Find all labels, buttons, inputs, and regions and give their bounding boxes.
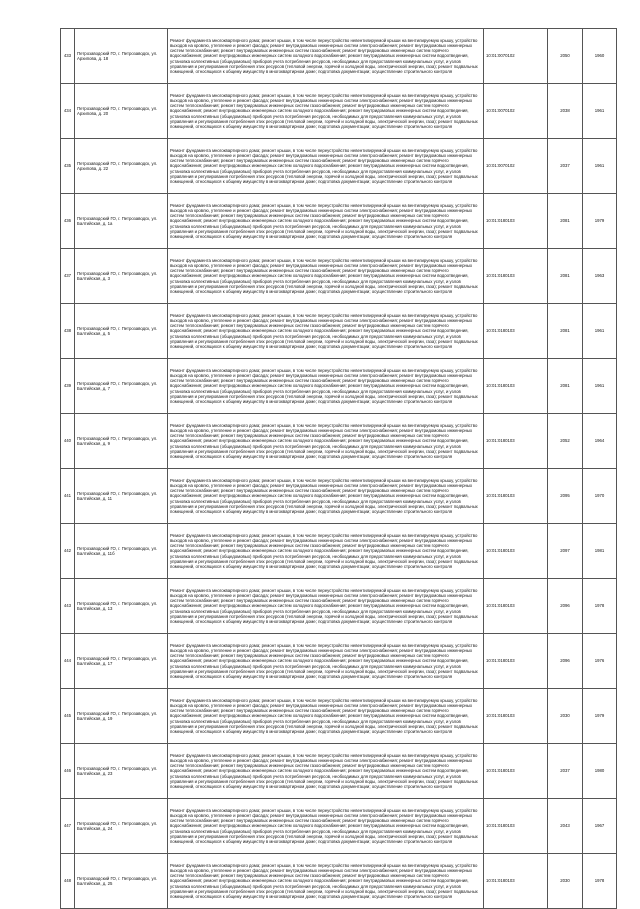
address-cell: Петрозаводский ГО, г. Петрозаводск, ул. Балтийская, д. 19 xyxy=(75,689,168,744)
year-cell: 1961 xyxy=(583,359,617,414)
cost-cell: 2097 xyxy=(548,524,583,579)
row-number-cell: 439 xyxy=(61,359,75,414)
address-cell: Петрозаводский ГО, г. Петрозаводск, ул. Балтийская, д. 13 xyxy=(75,579,168,634)
works-description-cell: Ремонт фундамента многоквартирного дома; ремонт крыши, в том числе переустройство невентилируемой крыши на вентилируемую крышу, устройство выходов на кровлю, утепление и ремонт фасада; ремонт внутридомовых инженерных систем электроснабжения; ремонт внутридомовых инженерных систем теплоснабжения; ремонт внутридомовых инженерных систем газоснабжения; ремонт внутридомовых инженерных систем горячего водоснабжения; ремонт внутридомовых инженерных систем холодного водоснабжения; ремонт внутридомовых инженерных систем водоотведения, установка коллективных (общедомовых) приборов учета потребления ресурсов, необходимых для предоставления коммунальных услуг, и узлов управления и регулирования потребления этих ресурсов (тепловой энергии, горячей и холодной воды, электрической энергии, газа); ремонт подвальных помещений, относящихся к общему имуществу в многоквартирном доме; подготовка документации; осуществление строительного контроля xyxy=(168,689,484,744)
cost-cell: 2052 xyxy=(548,414,583,469)
table-row xyxy=(61,634,617,689)
year-cell: 1963 xyxy=(583,249,617,304)
address-cell: Петрозаводский ГО, г. Петрозаводск, ул. Архипова, д. 18 xyxy=(75,29,168,84)
cost-cell: 2095 xyxy=(548,469,583,524)
cadastral-number-cell: 10:01:0180103 xyxy=(484,304,548,359)
table-row xyxy=(61,414,617,469)
address-cell: Петрозаводский ГО, г. Петрозаводск, ул. Балтийская, д. 11 xyxy=(75,469,168,524)
table-row xyxy=(61,744,617,799)
cadastral-number-cell: 10:01:0180103 xyxy=(484,854,548,909)
cost-cell: 2037 xyxy=(548,744,583,799)
cadastral-number-cell: 10:01:0180103 xyxy=(484,524,548,579)
table-row xyxy=(61,139,617,194)
cadastral-number-cell: 10:01:0180103 xyxy=(484,799,548,854)
address-cell: Петрозаводский ГО, г. Петрозаводск, ул. Балтийская, д. 3 xyxy=(75,249,168,304)
year-cell: 1976 xyxy=(583,634,617,689)
table-row xyxy=(61,524,617,579)
table-row xyxy=(61,194,617,249)
table-row xyxy=(61,304,617,359)
works-description-cell: Ремонт фундамента многоквартирного дома; ремонт крыши, в том числе переустройство невентилируемой крыши на вентилируемую крышу, устройство выходов на кровлю, утепление и ремонт фасада; ремонт внутридомовых инженерных систем электроснабжения; ремонт внутридомовых инженерных систем теплоснабжения; ремонт внутридомовых инженерных систем газоснабжения; ремонт внутридомовых инженерных систем горячего водоснабжения; ремонт внутридомовых инженерных систем холодного водоснабжения; ремонт внутридомовых инженерных систем водоотведения, установка коллективных (общедомовых) приборов учета потребления ресурсов, необходимых для предоставления коммунальных услуг, и узлов управления и регулирования потребления этих ресурсов (тепловой энергии, горячей и холодной воды, электрической энергии, газа); ремонт подвальных помещений, относящихся к общему имуществу в многоквартирном доме; подготовка документации; осуществление строительного контроля xyxy=(168,579,484,634)
cadastral-number-cell: 10:01:0070102 xyxy=(484,84,548,139)
works-description-cell: Ремонт фундамента многоквартирного дома; ремонт крыши, в том числе переустройство невентилируемой крыши на вентилируемую крышу, устройство выходов на кровлю, утепление и ремонт фасада; ремонт внутридомовых инженерных систем электроснабжения; ремонт внутридомовых инженерных систем теплоснабжения; ремонт внутридомовых инженерных систем газоснабжения; ремонт внутридомовых инженерных систем горячего водоснабжения; ремонт внутридомовых инженерных систем холодного водоснабжения; ремонт внутридомовых инженерных систем водоотведения, установка коллективных (общедомовых) приборов учета потребления ресурсов, необходимых для предоставления коммунальных услуг, и узлов управления и регулирования потребления этих ресурсов (тепловой энергии, горячей и холодной воды, электрической энергии, газа); ремонт подвальных помещений, относящихся к общему имуществу в многоквартирном доме; подготовка документации; осуществление строительного контроля xyxy=(168,634,484,689)
cadastral-number-cell: 10:01:0180103 xyxy=(484,689,548,744)
cost-cell: 2050 xyxy=(548,29,583,84)
year-cell: 1970 xyxy=(583,469,617,524)
table-row xyxy=(61,799,617,854)
year-cell: 1978 xyxy=(583,854,617,909)
year-cell: 1980 xyxy=(583,744,617,799)
cadastral-number-cell: 10:01:0180103 xyxy=(484,579,548,634)
year-cell: 1961 xyxy=(583,304,617,359)
register-table xyxy=(60,28,617,909)
row-number-cell: 446 xyxy=(61,744,75,799)
year-cell: 1961 xyxy=(583,139,617,194)
cost-cell: 2038 xyxy=(548,84,583,139)
year-cell: 1979 xyxy=(583,689,617,744)
address-cell: Петрозаводский ГО, г. Петрозаводск, ул. Балтийская, д. 24 xyxy=(75,799,168,854)
works-description-cell: Ремонт фундамента многоквартирного дома; ремонт крыши, в том числе переустройство невентилируемой крыши на вентилируемую крышу, устройство выходов на кровлю, утепление и ремонт фасада; ремонт внутридомовых инженерных систем электроснабжения; ремонт внутридомовых инженерных систем теплоснабжения; ремонт внутридомовых инженерных систем газоснабжения; ремонт внутридомовых инженерных систем горячего водоснабжения; ремонт внутридомовых инженерных систем холодного водоснабжения; ремонт внутридомовых инженерных систем водоотведения, установка коллективных (общедомовых) приборов учета потребления ресурсов, необходимых для предоставления коммунальных услуг, и узлов управления и регулирования потребления этих ресурсов (тепловой энергии, горячей и холодной воды, электрической энергии, газа); ремонт подвальных помещений, относящихся к общему имуществу в многоквартирном доме; подготовка документации; осуществление строительного контроля xyxy=(168,249,484,304)
row-number-cell: 443 xyxy=(61,579,75,634)
address-cell: Петрозаводский ГО, г. Петрозаводск, ул. Архипова, д. 22 xyxy=(75,139,168,194)
row-number-cell: 447 xyxy=(61,799,75,854)
year-cell: 1964 xyxy=(583,414,617,469)
table-row xyxy=(61,689,617,744)
cadastral-number-cell: 10:01:0180103 xyxy=(484,359,548,414)
year-cell: 1978 xyxy=(583,579,617,634)
works-description-cell: Ремонт фундамента многоквартирного дома; ремонт крыши, в том числе переустройство невентилируемой крыши на вентилируемую крышу, устройство выходов на кровлю, утепление и ремонт фасада; ремонт внутридомовых инженерных систем электроснабжения; ремонт внутридомовых инженерных систем теплоснабжения; ремонт внутридомовых инженерных систем газоснабжения; ремонт внутридомовых инженерных систем горячего водоснабжения; ремонт внутридомовых инженерных систем холодного водоснабжения; ремонт внутридомовых инженерных систем водоотведения, установка коллективных (общедомовых) приборов учета потребления ресурсов, необходимых для предоставления коммунальных услуг, и узлов управления и регулирования потребления этих ресурсов (тепловой энергии, горячей и холодной воды, электрической энергии, газа); ремонт подвальных помещений, относящихся к общему имуществу в многоквартирном доме; подготовка документации; осуществление строительного контроля xyxy=(168,799,484,854)
cost-cell: 2043 xyxy=(548,799,583,854)
year-cell: 1979 xyxy=(583,194,617,249)
row-number-cell: 445 xyxy=(61,689,75,744)
cost-cell: 2096 xyxy=(548,634,583,689)
cost-cell: 2081 xyxy=(548,304,583,359)
cost-cell: 2081 xyxy=(548,194,583,249)
cost-cell: 2037 xyxy=(548,139,583,194)
works-description-cell: Ремонт фундамента многоквартирного дома; ремонт крыши, в том числе переустройство невентилируемой крыши на вентилируемую крышу, устройство выходов на кровлю, утепление и ремонт фасада; ремонт внутридомовых инженерных систем электроснабжения; ремонт внутридомовых инженерных систем теплоснабжения; ремонт внутридомовых инженерных систем газоснабжения; ремонт внутридомовых инженерных систем горячего водоснабжения; ремонт внутридомовых инженерных систем холодного водоснабжения; ремонт внутридомовых инженерных систем водоотведения, установка коллективных (общедомовых) приборов учета потребления ресурсов, необходимых для предоставления коммунальных услуг, и узлов управления и регулирования потребления этих ресурсов (тепловой энергии, горячей и холодной воды, электрической энергии, газа); ремонт подвальных помещений, относящихся к общему имуществу в многоквартирном доме; подготовка документации; осуществление строительного контроля xyxy=(168,469,484,524)
year-cell: 1967 xyxy=(583,799,617,854)
row-number-cell: 434 xyxy=(61,84,75,139)
table-row xyxy=(61,359,617,414)
year-cell: 1981 xyxy=(583,524,617,579)
works-description-cell: Ремонт фундамента многоквартирного дома; ремонт крыши, в том числе переустройство невентилируемой крыши на вентилируемую крышу, устройство выходов на кровлю, утепление и ремонт фасада; ремонт внутридомовых инженерных систем электроснабжения; ремонт внутридомовых инженерных систем теплоснабжения; ремонт внутридомовых инженерных систем газоснабжения; ремонт внутридомовых инженерных систем горячего водоснабжения; ремонт внутридомовых инженерных систем холодного водоснабжения; ремонт внутридомовых инженерных систем водоотведения, установка коллективных (общедомовых) приборов учета потребления ресурсов, необходимых для предоставления коммунальных услуг, и узлов управления и регулирования потребления этих ресурсов (тепловой энергии, горячей и холодной воды, электрической энергии, газа); ремонт подвальных помещений, относящихся к общему имуществу в многоквартирном доме; подготовка документации; осуществление строительного контроля xyxy=(168,194,484,249)
works-description-cell: Ремонт фундамента многоквартирного дома; ремонт крыши, в том числе переустройство невентилируемой крыши на вентилируемую крышу, устройство выходов на кровлю, утепление и ремонт фасада; ремонт внутридомовых инженерных систем электроснабжения; ремонт внутридомовых инженерных систем теплоснабжения; ремонт внутридомовых инженерных систем газоснабжения; ремонт внутридомовых инженерных систем горячего водоснабжения; ремонт внутридомовых инженерных систем холодного водоснабжения; ремонт внутридомовых инженерных систем водоотведения, установка коллективных (общедомовых) приборов учета потребления ресурсов, необходимых для предоставления коммунальных услуг, и узлов управления и регулирования потребления этих ресурсов (тепловой энергии, горячей и холодной воды, электрической энергии, газа); ремонт подвальных помещений, относящихся к общему имуществу в многоквартирном доме; подготовка документации; осуществление строительного контроля xyxy=(168,84,484,139)
cost-cell: 2030 xyxy=(548,854,583,909)
cadastral-number-cell: 10:01:0180103 xyxy=(484,249,548,304)
cadastral-number-cell: 10:01:0070102 xyxy=(484,139,548,194)
row-number-cell: 444 xyxy=(61,634,75,689)
cadastral-number-cell: 10:01:0180103 xyxy=(484,469,548,524)
works-description-cell: Ремонт фундамента многоквартирного дома; ремонт крыши, в том числе переустройство невентилируемой крыши на вентилируемую крышу, устройство выходов на кровлю, утепление и ремонт фасада; ремонт внутридомовых инженерных систем электроснабжения; ремонт внутридомовых инженерных систем теплоснабжения; ремонт внутридомовых инженерных систем газоснабжения; ремонт внутридомовых инженерных систем горячего водоснабжения; ремонт внутридомовых инженерных систем холодного водоснабжения; ремонт внутридомовых инженерных систем водоотведения, установка коллективных (общедомовых) приборов учета потребления ресурсов, необходимых для предоставления коммунальных услуг, и узлов управления и регулирования потребления этих ресурсов (тепловой энергии, горячей и холодной воды, электрической энергии, газа); ремонт подвальных помещений, относящихся к общему имуществу в многоквартирном доме; подготовка документации; осуществление строительного контроля xyxy=(168,854,484,909)
address-cell: Петрозаводский ГО, г. Петрозаводск, ул. Балтийская, д. 9 xyxy=(75,414,168,469)
row-number-cell: 440 xyxy=(61,414,75,469)
cost-cell: 2081 xyxy=(548,359,583,414)
row-number-cell: 448 xyxy=(61,854,75,909)
cadastral-number-cell: 10:01:0180103 xyxy=(484,194,548,249)
row-number-cell: 442 xyxy=(61,524,75,579)
cost-cell: 2030 xyxy=(548,689,583,744)
row-number-cell: 441 xyxy=(61,469,75,524)
address-cell: Петрозаводский ГО, г. Петрозаводск, ул. Балтийская, д. 11б xyxy=(75,524,168,579)
address-cell: Петрозаводский ГО, г. Петрозаводск, ул. Балтийская, д. 1а xyxy=(75,194,168,249)
works-description-cell: Ремонт фундамента многоквартирного дома; ремонт крыши, в том числе переустройство невентилируемой крыши на вентилируемую крышу, устройство выходов на кровлю, утепление и ремонт фасада; ремонт внутридомовых инженерных систем электроснабжения; ремонт внутридомовых инженерных систем теплоснабжения; ремонт внутридомовых инженерных систем газоснабжения; ремонт внутридомовых инженерных систем горячего водоснабжения; ремонт внутридомовых инженерных систем холодного водоснабжения; ремонт внутридомовых инженерных систем водоотведения, установка коллективных (общедомовых) приборов учета потребления ресурсов, необходимых для предоставления коммунальных услуг, и узлов управления и регулирования потребления этих ресурсов (тепловой энергии, горячей и холодной воды, электрической энергии, газа); ремонт подвальных помещений, относящихся к общему имуществу в многоквартирном доме; подготовка документации; осуществление строительного контроля xyxy=(168,524,484,579)
row-number-cell: 437 xyxy=(61,249,75,304)
table-row xyxy=(61,84,617,139)
address-cell: Петрозаводский ГО, г. Петрозаводск, ул. Балтийская, д. 23 xyxy=(75,744,168,799)
cadastral-number-cell: 10:01:0180103 xyxy=(484,414,548,469)
year-cell: 1960 xyxy=(583,29,617,84)
cadastral-number-cell: 10:01:0180103 xyxy=(484,634,548,689)
table-row xyxy=(61,29,617,84)
document-page xyxy=(60,28,605,909)
address-cell: Петрозаводский ГО, г. Петрозаводск, ул. Балтийская, д. 5 xyxy=(75,304,168,359)
works-description-cell: Ремонт фундамента многоквартирного дома; ремонт крыши, в том числе переустройство невентилируемой крыши на вентилируемую крышу, устройство выходов на кровлю, утепление и ремонт фасада; ремонт внутридомовых инженерных систем электроснабжения; ремонт внутридомовых инженерных систем теплоснабжения; ремонт внутридомовых инженерных систем газоснабжения; ремонт внутридомовых инженерных систем горячего водоснабжения; ремонт внутридомовых инженерных систем холодного водоснабжения; ремонт внутридомовых инженерных систем водоотведения, установка коллективных (общедомовых) приборов учета потребления ресурсов, необходимых для предоставления коммунальных услуг, и узлов управления и регулирования потребления этих ресурсов (тепловой энергии, горячей и холодной воды, электрической энергии, газа); ремонт подвальных помещений, относящихся к общему имуществу в многоквартирном доме; подготовка документации; осуществление строительного контроля xyxy=(168,359,484,414)
works-description-cell: Ремонт фундамента многоквартирного дома; ремонт крыши, в том числе переустройство невентилируемой крыши на вентилируемую крышу, устройство выходов на кровлю, утепление и ремонт фасада; ремонт внутридомовых инженерных систем электроснабжения; ремонт внутридомовых инженерных систем теплоснабжения; ремонт внутридомовых инженерных систем газоснабжения; ремонт внутридомовых инженерных систем горячего водоснабжения; ремонт внутридомовых инженерных систем холодного водоснабжения; ремонт внутридомовых инженерных систем водоотведения, установка коллективных (общедомовых) приборов учета потребления ресурсов, необходимых для предоставления коммунальных услуг, и узлов управления и регулирования потребления этих ресурсов (тепловой энергии, горячей и холодной воды, электрической энергии, газа); ремонт подвальных помещений, относящихся к общему имуществу в многоквартирном доме; подготовка документации; осуществление строительного контроля xyxy=(168,139,484,194)
register-table-body xyxy=(61,29,617,909)
table-row xyxy=(61,579,617,634)
address-cell: Петрозаводский ГО, г. Петрозаводск, ул. Балтийская, д. 25 xyxy=(75,854,168,909)
table-row xyxy=(61,854,617,909)
works-description-cell: Ремонт фундамента многоквартирного дома; ремонт крыши, в том числе переустройство невентилируемой крыши на вентилируемую крышу, устройство выходов на кровлю, утепление и ремонт фасада; ремонт внутридомовых инженерных систем электроснабжения; ремонт внутридомовых инженерных систем теплоснабжения; ремонт внутридомовых инженерных систем газоснабжения; ремонт внутридомовых инженерных систем горячего водоснабжения; ремонт внутридомовых инженерных систем холодного водоснабжения; ремонт внутридомовых инженерных систем водоотведения, установка коллективных (общедомовых) приборов учета потребления ресурсов, необходимых для предоставления коммунальных услуг, и узлов управления и регулирования потребления этих ресурсов (тепловой энергии, горячей и холодной воды, электрической энергии, газа); ремонт подвальных помещений, относящихся к общему имуществу в многоквартирном доме; подготовка документации; осуществление строительного контроля xyxy=(168,414,484,469)
works-description-cell: Ремонт фундамента многоквартирного дома; ремонт крыши, в том числе переустройство невентилируемой крыши на вентилируемую крышу, устройство выходов на кровлю, утепление и ремонт фасада; ремонт внутридомовых инженерных систем электроснабжения; ремонт внутридомовых инженерных систем теплоснабжения; ремонт внутридомовых инженерных систем газоснабжения; ремонт внутридомовых инженерных систем горячего водоснабжения; ремонт внутридомовых инженерных систем холодного водоснабжения; ремонт внутридомовых инженерных систем водоотведения, установка коллективных (общедомовых) приборов учета потребления ресурсов, необходимых для предоставления коммунальных услуг, и узлов управления и регулирования потребления этих ресурсов (тепловой энергии, горячей и холодной воды, электрической энергии, газа); ремонт подвальных помещений, относящихся к общему имуществу в многоквартирном доме; подготовка документации; осуществление строительного контроля xyxy=(168,304,484,359)
works-description-cell: Ремонт фундамента многоквартирного дома; ремонт крыши, в том числе переустройство невентилируемой крыши на вентилируемую крышу, устройство выходов на кровлю, утепление и ремонт фасада; ремонт внутридомовых инженерных систем электроснабжения; ремонт внутридомовых инженерных систем теплоснабжения; ремонт внутридомовых инженерных систем газоснабжения; ремонт внутридомовых инженерных систем горячего водоснабжения; ремонт внутридомовых инженерных систем холодного водоснабжения; ремонт внутридомовых инженерных систем водоотведения, установка коллективных (общедомовых) приборов учета потребления ресурсов, необходимых для предоставления коммунальных услуг, и узлов управления и регулирования потребления этих ресурсов (тепловой энергии, горячей и холодной воды, электрической энергии, газа); ремонт подвальных помещений, относящихся к общему имуществу в многоквартирном доме; подготовка документации; осуществление строительного контроля xyxy=(168,744,484,799)
works-description-cell: Ремонт фундамента многоквартирного дома; ремонт крыши, в том числе переустройство невентилируемой крыши на вентилируемую крышу, устройство выходов на кровлю, утепление и ремонт фасада; ремонт внутридомовых инженерных систем электроснабжения; ремонт внутридомовых инженерных систем теплоснабжения; ремонт внутридомовых инженерных систем газоснабжения; ремонт внутридомовых инженерных систем горячего водоснабжения; ремонт внутридомовых инженерных систем холодного водоснабжения; ремонт внутридомовых инженерных систем водоотведения, установка коллективных (общедомовых) приборов учета потребления ресурсов, необходимых для предоставления коммунальных услуг, и узлов управления и регулирования потребления этих ресурсов (тепловой энергии, горячей и холодной воды, электрической энергии, газа); ремонт подвальных помещений, относящихся к общему имуществу в многоквартирном доме; подготовка документации; осуществление строительного контроля xyxy=(168,29,484,84)
row-number-cell: 433 xyxy=(61,29,75,84)
table-row xyxy=(61,469,617,524)
row-number-cell: 436 xyxy=(61,194,75,249)
address-cell: Петрозаводский ГО, г. Петрозаводск, ул. Архипова, д. 20 xyxy=(75,84,168,139)
year-cell: 1961 xyxy=(583,84,617,139)
address-cell: Петрозаводский ГО, г. Петрозаводск, ул. Балтийская, д. 7 xyxy=(75,359,168,414)
row-number-cell: 438 xyxy=(61,304,75,359)
row-number-cell: 435 xyxy=(61,139,75,194)
cadastral-number-cell: 10:01:0070102 xyxy=(484,29,548,84)
table-row xyxy=(61,249,617,304)
cadastral-number-cell: 10:01:0180103 xyxy=(484,744,548,799)
address-cell: Петрозаводский ГО, г. Петрозаводск, ул. Балтийская, д. 17 xyxy=(75,634,168,689)
cost-cell: 2096 xyxy=(548,579,583,634)
cost-cell: 2081 xyxy=(548,249,583,304)
